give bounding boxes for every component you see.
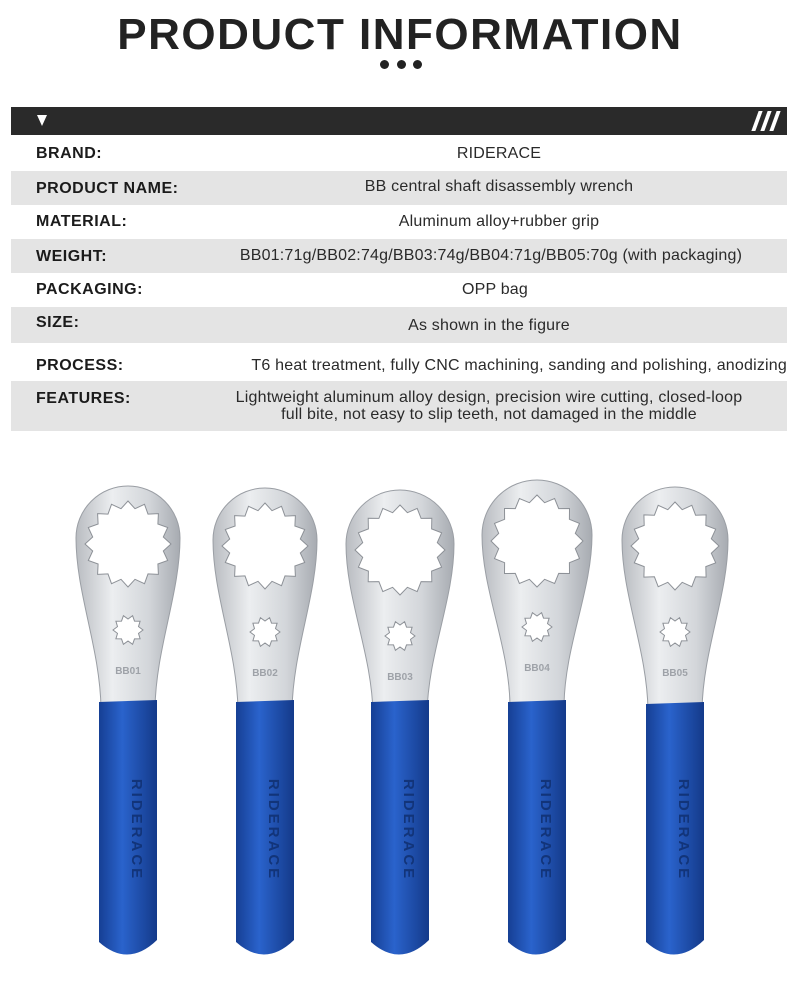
- spec-row-product-name: [11, 171, 787, 205]
- decoration-dot: [413, 60, 422, 69]
- spec-row-process: [11, 343, 787, 381]
- wrench-bb05: [622, 487, 728, 955]
- large-gear-hole: [631, 502, 719, 590]
- large-gear-hole: [85, 501, 171, 587]
- down-arrow-icon: [37, 115, 47, 126]
- spec-row-packaging: [11, 273, 787, 307]
- grip-brand-text: RIDERACE: [265, 778, 282, 882]
- rubber-grip: [99, 700, 157, 955]
- rubber-grip: [371, 700, 429, 955]
- decoration-dot: [380, 60, 389, 69]
- wrench-model-label: BB04: [524, 663, 550, 674]
- spec-label: MATERIAL:: [36, 213, 128, 230]
- wrench-model-label: BB01: [115, 666, 141, 677]
- spec-value: OPP bag: [461, 281, 529, 298]
- spec-label: SIZE:: [36, 314, 80, 331]
- wrench-model-label: BB02: [252, 668, 278, 679]
- spec-label: WEIGHT:: [36, 248, 108, 265]
- spec-header-bar: [11, 107, 787, 135]
- wrench-product-photo: [0, 470, 800, 970]
- page-title: PRODUCT INFORMATION: [117, 10, 683, 59]
- spec-value: BB central shaft disassembly wrench: [364, 178, 634, 195]
- spec-value: T6 heat treatment, fully CNC machining, sanding and polishing, anodizing: [251, 357, 787, 374]
- spec-label: PRODUCT NAME:: [36, 180, 179, 197]
- triple-slash-icon: [755, 111, 777, 131]
- spec-row-material: [11, 205, 787, 239]
- grip-brand-text: RIDERACE: [537, 778, 554, 882]
- spec-label: BRAND:: [36, 145, 103, 162]
- spec-table: [11, 137, 787, 431]
- spec-value: [189, 389, 789, 423]
- spec-value-line: full bite, not easy to slip teeth, not damaged in the middle: [281, 406, 697, 423]
- spec-value-line: Lightweight aluminum alloy design, precision wire cutting, closed-loop: [235, 389, 743, 406]
- wrench-bb01: [76, 486, 180, 955]
- large-gear-hole: [491, 495, 583, 587]
- grip-brand-text: RIDERACE: [128, 778, 145, 882]
- spec-label: PACKAGING:: [36, 281, 143, 298]
- rubber-grip: [646, 702, 704, 955]
- large-gear-hole: [355, 505, 445, 595]
- spec-row-weight: [11, 239, 787, 273]
- wrench-bb03: [346, 490, 454, 955]
- decoration-dot: [397, 60, 406, 69]
- spec-value: Aluminum alloy+rubber grip: [398, 213, 600, 230]
- large-gear-hole: [222, 503, 308, 589]
- spec-value: BB01:71g/BB02:74g/BB03:74g/BB04:71g/BB05:70g (with packaging): [239, 247, 743, 264]
- wrench-model-label: BB05: [662, 668, 688, 679]
- spec-row-brand: [11, 137, 787, 171]
- wrench-bb04: [482, 480, 592, 955]
- spec-label: PROCESS:: [36, 357, 124, 374]
- grip-brand-text: RIDERACE: [675, 778, 692, 882]
- rubber-grip: [236, 700, 294, 955]
- spec-label: FEATURES:: [36, 390, 131, 407]
- rubber-grip: [508, 700, 566, 955]
- wrench-bb02: [213, 488, 317, 955]
- wrench-model-label: BB03: [387, 672, 413, 683]
- title-decoration-dots: [380, 60, 422, 70]
- spec-value: RIDERACE: [456, 145, 542, 162]
- spec-value: As shown in the figure: [408, 317, 570, 334]
- spec-row-features: [11, 381, 787, 431]
- spec-row-size: [11, 307, 787, 343]
- grip-brand-text: RIDERACE: [400, 778, 417, 882]
